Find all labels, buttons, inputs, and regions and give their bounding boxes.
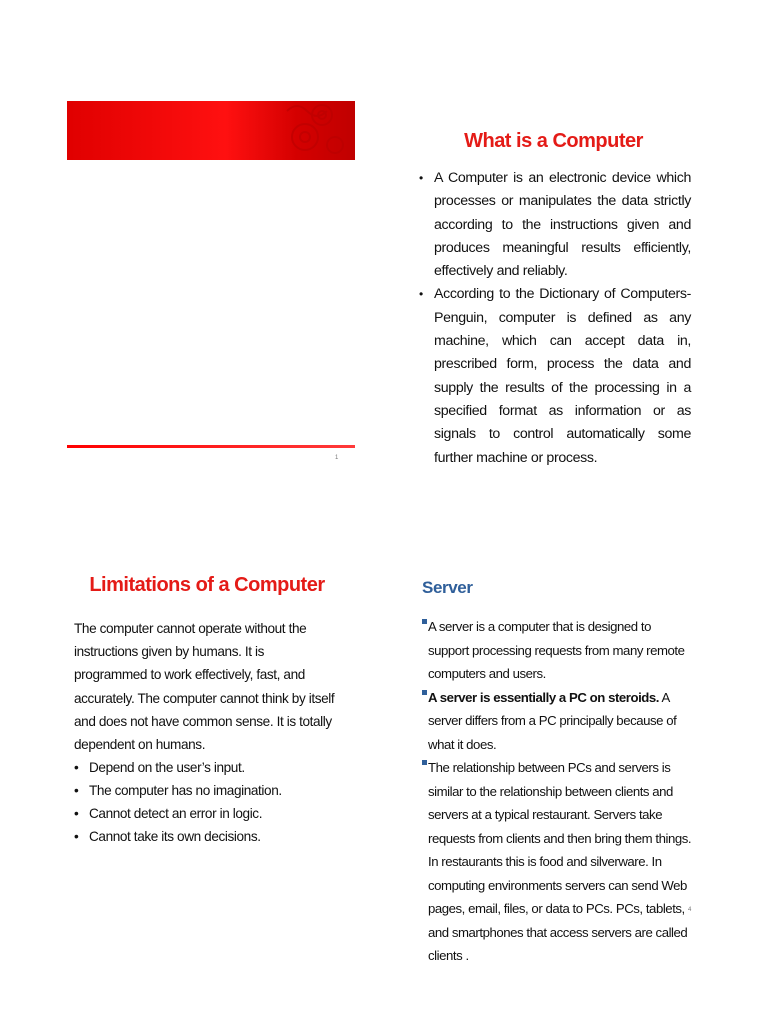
bullet-list — [416, 167, 691, 470]
paragraph-text: A server differs from a PC principally because of what it does. — [428, 689, 677, 752]
server-paragraph-3 — [422, 756, 692, 968]
paragraph-text: A server is a computer that is designed to support processing requests from many remote computers and users. — [428, 619, 685, 681]
slide-2 — [416, 130, 691, 470]
bottom-red-line — [67, 445, 355, 448]
bullet-dot-icon: • — [74, 760, 79, 776]
page-number: 1 — [335, 455, 339, 461]
bullet-item — [74, 756, 340, 779]
page-number: 4 — [688, 907, 692, 913]
gear-pattern-icon — [277, 101, 347, 160]
slide-4 — [422, 578, 692, 968]
bullet-text: Cannot detect an error in logic. — [89, 806, 263, 822]
slide-1 — [67, 101, 355, 461]
bullet-text: Depend on the user’s input. — [89, 760, 245, 776]
slide-title: Server — [422, 578, 473, 597]
bullet-item — [416, 283, 691, 469]
slide-3 — [74, 574, 340, 848]
bullet-item — [74, 779, 340, 802]
slide-title: Limitations of a Computer — [89, 574, 325, 596]
bullet-item — [74, 825, 340, 848]
square-bullet-icon — [422, 690, 427, 695]
bullet-item — [74, 802, 340, 825]
red-banner — [67, 101, 355, 160]
square-bullet-icon — [422, 760, 427, 765]
bullet-text: A Computer is an electronic device which processes or manipulates the data strictly according to the instructions given and produces meaningful results efficiently, effectively and reliably. — [434, 170, 691, 280]
slide-title: What is a Computer — [464, 130, 643, 152]
bullet-dot-icon: • — [419, 171, 423, 185]
intro-paragraph: The computer cannot operate without the instructions given by humans. It is programmed to work effectively, fast, and accurately. The computer cannot think by itself and does not have common sense. It is totally dependent on humans. — [74, 621, 335, 753]
bullet-list — [74, 756, 340, 848]
server-paragraph-2 — [422, 686, 692, 757]
server-paragraph-1 — [422, 615, 692, 686]
bullet-dot-icon: • — [419, 287, 423, 302]
bullet-item — [416, 167, 691, 283]
bullet-text: Cannot take its own decisions. — [89, 829, 261, 845]
bullet-text: The computer has no imagination. — [89, 783, 282, 799]
paragraph-text: The relationship between PCs and servers is similar to the relationship between clients and servers at a typical restaurant. Servers take requests from clients and then bring them things. In restaurants this is food and silverware. In computing environments servers can send Web pages, email, files, or data to PCs. PCs, tablets, and smartphones that access servers are called clients . — [428, 760, 692, 963]
bullet-text: According to the Dictionary of Computers-Penguin, computer is defined as any machine, which can accept data in, prescribed form, process the data and supply the results of the processing in a specified format as information or as signals to control automatically some further machine or process. — [434, 286, 691, 466]
bullet-dot-icon: • — [74, 783, 79, 799]
square-bullet-icon — [422, 619, 427, 624]
bullet-dot-icon: • — [74, 806, 79, 822]
bullet-dot-icon: • — [74, 829, 79, 845]
bold-text: A server is essentially a PC on steroids. — [428, 689, 660, 705]
